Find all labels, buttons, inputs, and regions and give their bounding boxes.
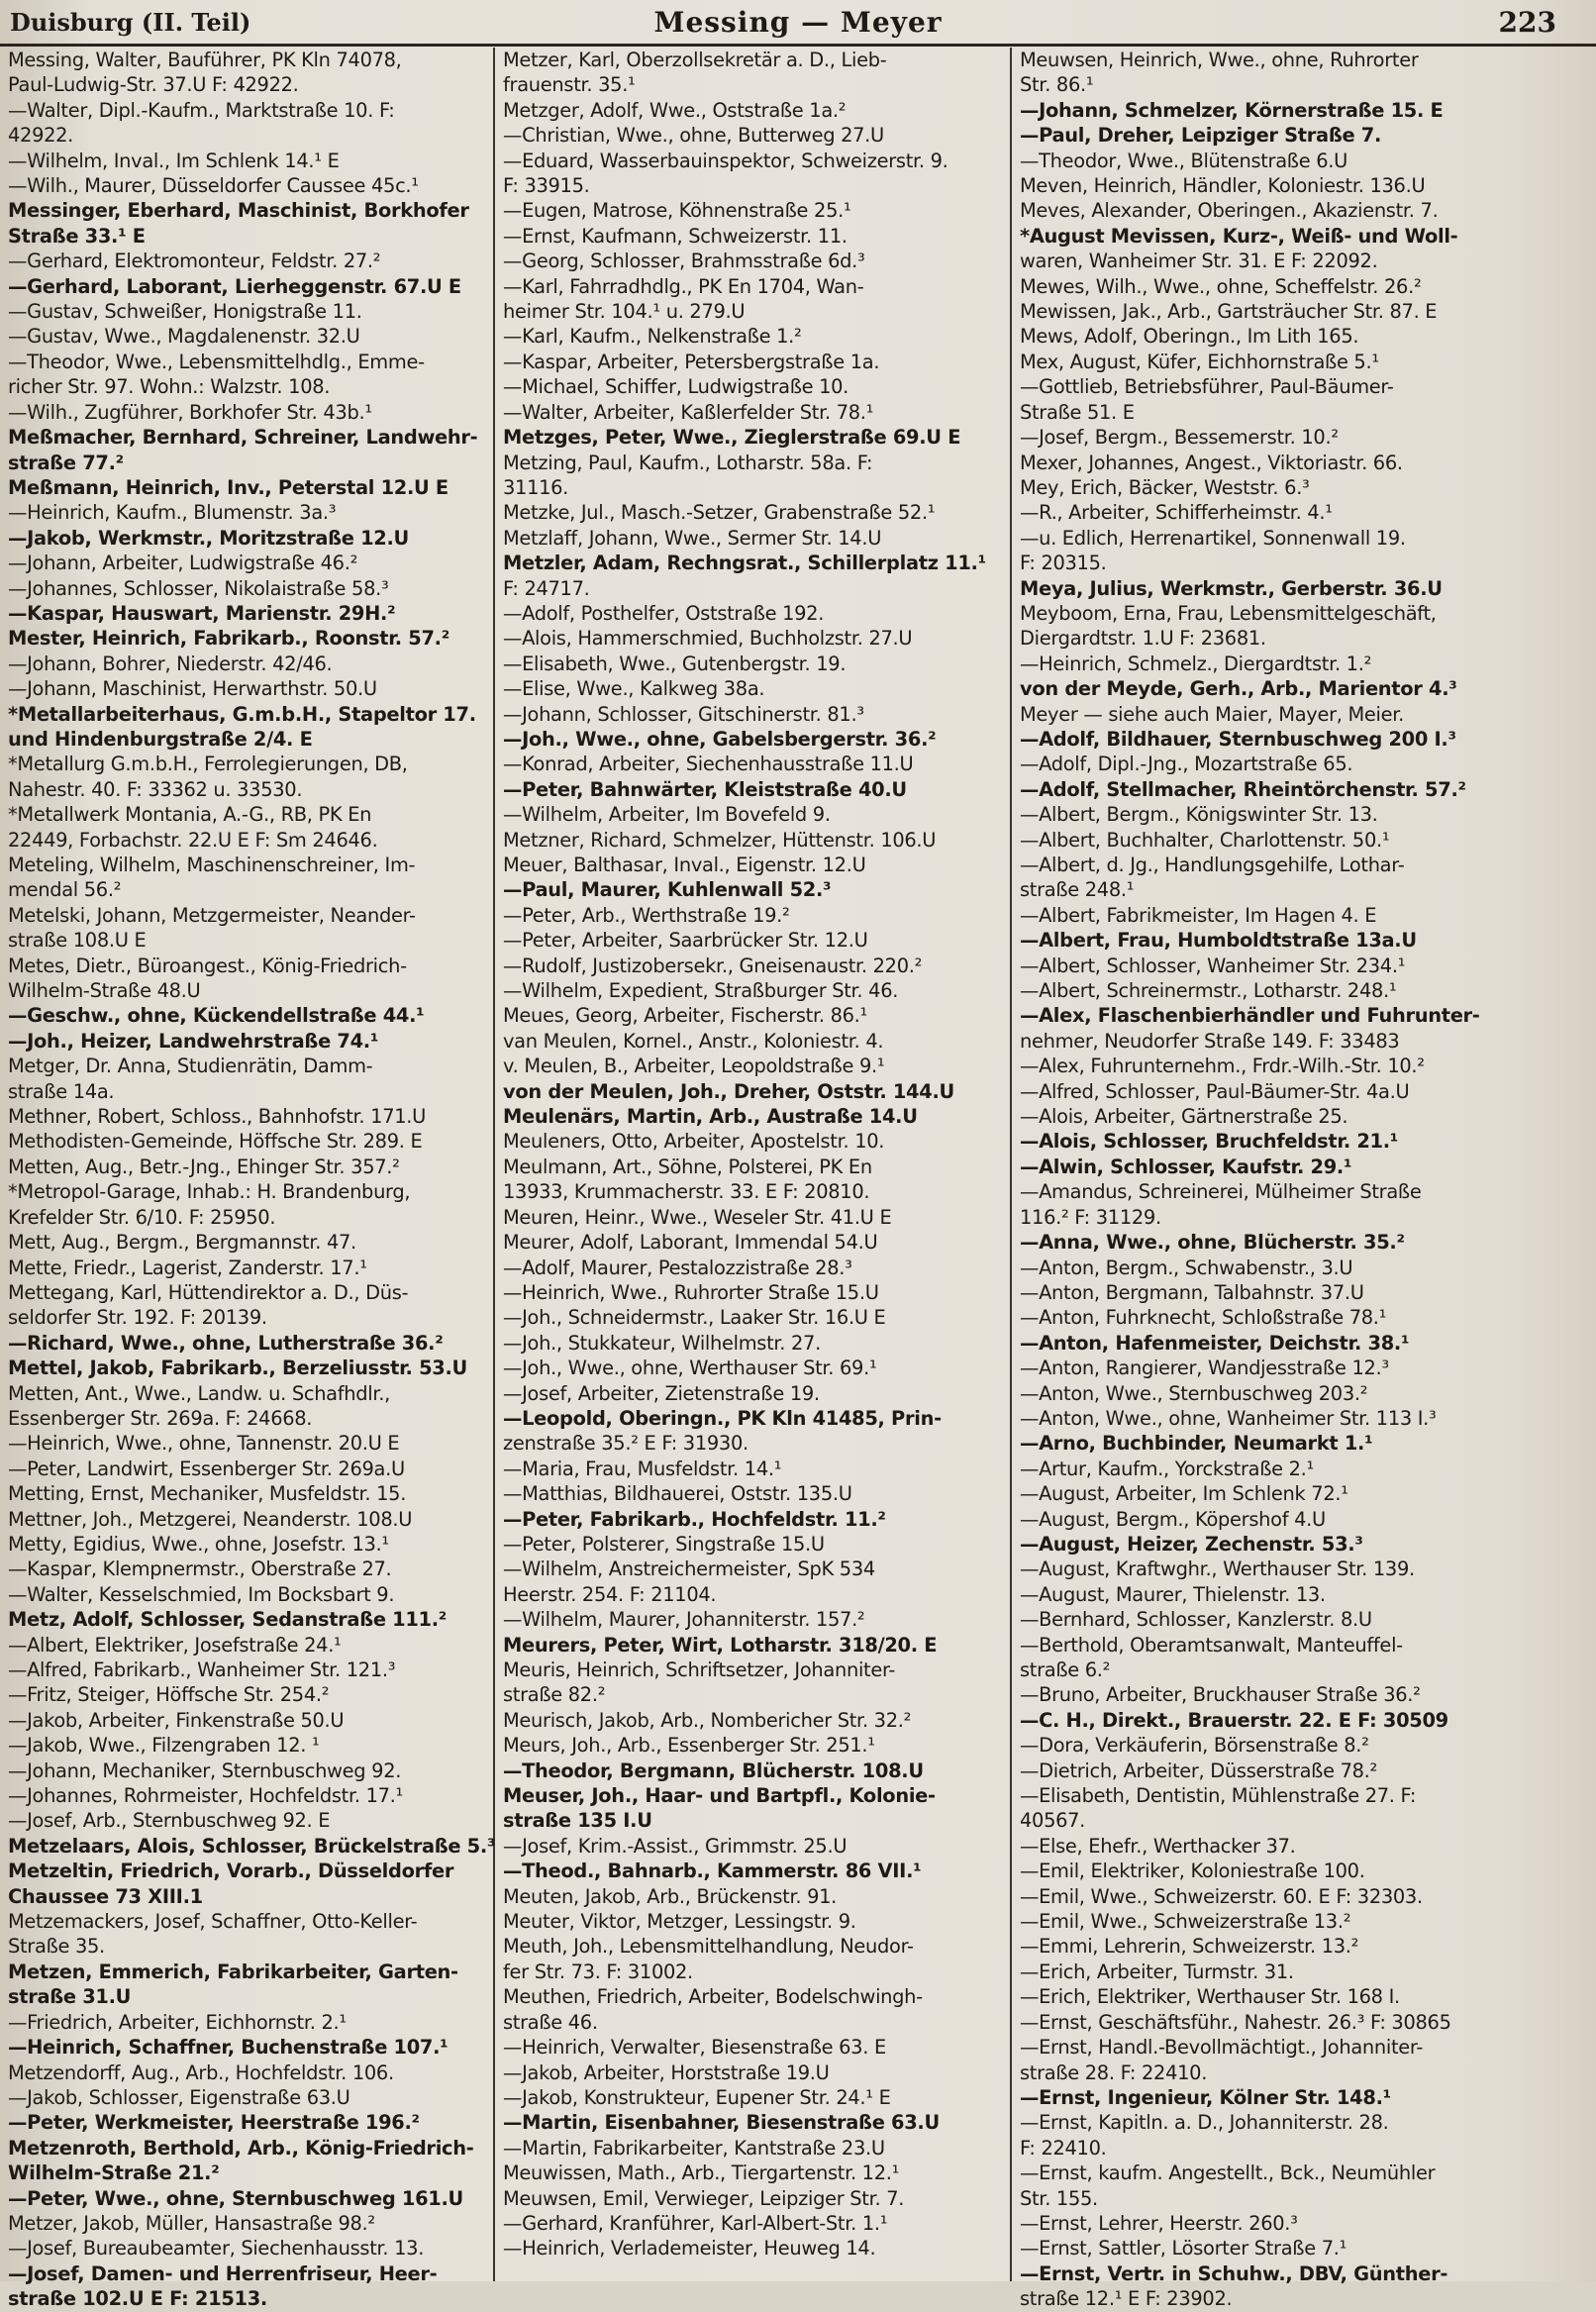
directory-entry: —Christian, Wwe., ohne, Butterweg 27.U xyxy=(503,124,884,148)
directory-entry: —Karl, Kaufm., Nelkenstraße 1.² xyxy=(503,325,802,349)
directory-entry: —Heinrich, Schaffner, Buchenstraße 107.¹ xyxy=(8,2036,449,2060)
directory-entry: 31116. xyxy=(503,475,569,499)
directory-entry: —Josef, Bergm., Bessemerstr. 10.² xyxy=(1020,426,1339,450)
directory-entry: Straße 33.¹ E xyxy=(8,224,146,248)
directory-entry: Metzer, Karl, Oberzollsekretär a. D., Lieb- xyxy=(503,49,887,71)
directory-entry: waren, Wanheimer Str. 31. E F: 22092. xyxy=(1020,250,1378,273)
directory-entry: —Albert, d. Jg., Handlungsgehilfe, Lothar- xyxy=(1020,854,1405,876)
directory-entry: —Josef, Bureaubeamter, Siechenhausstr. 13. xyxy=(8,2237,425,2261)
directory-entry: Meyer — siehe auch Maier, Mayer, Meier. xyxy=(1020,702,1405,726)
directory-entry: —Ernst, kaufm. Angestellt., Bck., Neumühler xyxy=(1020,2161,1436,2185)
directory-entry: Metelski, Johann, Metzgermeister, Neander- xyxy=(8,903,416,927)
directory-entry: —Peter, Fabrikarb., Hochfeldstr. 11.² xyxy=(503,1507,886,1531)
directory-entry: —Adolf, Posthelfer, Oststraße 192. xyxy=(503,601,825,625)
directory-entry: Meuser, Joh., Haar- und Bartpfl., Kolonie- xyxy=(503,1784,936,1808)
directory-entry: 40567. xyxy=(1020,1809,1086,1833)
directory-entry: Meulenärs, Martin, Arb., Austraße 14.U xyxy=(503,1105,918,1129)
directory-entry: Straße 35. xyxy=(8,1935,105,1959)
directory-entry: —Ernst, Ingenieur, Kölner Str. 148.¹ xyxy=(1020,2085,1391,2109)
directory-entry: Metzger, Adolf, Wwe., Oststraße 1a.² xyxy=(503,98,847,122)
directory-entry: —Anton, Rangierer, Wandjesstraße 12.³ xyxy=(1020,1357,1389,1380)
directory-entry: —R., Arbeiter, Schifferheimstr. 4.¹ xyxy=(1020,501,1333,525)
directory-entry: 116.² F: 31129. xyxy=(1020,1205,1161,1229)
directory-entry: Metz, Adolf, Schlosser, Sedanstraße 111.² xyxy=(8,1608,447,1632)
directory-entry: Str. 86.¹ xyxy=(1020,73,1094,97)
directory-entry: —Joh., Heizer, Landwehrstraße 74.¹ xyxy=(8,1029,379,1053)
directory-entry: straße 31.U xyxy=(8,1985,132,2009)
directory-entry: nehmer, Neudorfer Straße 149. F: 33483 xyxy=(1020,1029,1400,1053)
directory-entry: Methner, Robert, Schloss., Bahnhofstr. 171.U xyxy=(8,1105,427,1129)
running-head-left: Duisburg (II. Teil) xyxy=(10,8,251,37)
directory-entry: Meurers, Peter, Wirt, Lotharstr. 318/20. E xyxy=(503,1633,938,1657)
directory-entry: —Albert, Fabrikmeister, Im Hagen 4. E xyxy=(1020,903,1377,927)
directory-entry: —Richard, Wwe., ohne, Lutherstraße 36.² xyxy=(8,1331,444,1355)
directory-entry: F: 33915. xyxy=(503,174,590,198)
directory-entry: Metty, Egidius, Wwe., ohne, Josefstr. 13.¹ xyxy=(8,1532,389,1556)
directory-entry: —August, Kraftwghr., Werthauser Str. 139. xyxy=(1020,1558,1415,1581)
directory-entry: Metzelaars, Alois, Schlosser, Brückelstraße 5.³ xyxy=(8,1834,496,1858)
directory-entry: —Albert, Schreinermstr., Lotharstr. 248.¹ xyxy=(1020,979,1397,1003)
directory-entry: —Wilh., Zugführer, Borkhofer Str. 43b.¹ xyxy=(8,400,372,424)
page-number: 223 xyxy=(1498,6,1556,39)
directory-entry: —Johann, Bohrer, Niederstr. 42/46. xyxy=(8,652,333,675)
directory-entry: —Martin, Fabrikarbeiter, Kantstraße 23.U xyxy=(503,2136,885,2160)
directory-entry: —Anna, Wwe., ohne, Blücherstr. 35.² xyxy=(1020,1231,1405,1255)
directory-entry: Messing, Walter, Bauführer, PK Kln 74078, xyxy=(8,49,402,71)
directory-entry: richer Str. 97. Wohn.: Walzstr. 108. xyxy=(8,375,331,399)
directory-entry: Meteling, Wilhelm, Maschinenschreiner, Im- xyxy=(8,854,416,876)
directory-entry: —Wilhelm, Arbeiter, Im Bovefeld 9. xyxy=(503,803,831,827)
directory-entry: —Peter, Wwe., ohne, Sternbuschweg 161.U xyxy=(8,2186,463,2210)
directory-entry: Mett, Aug., Bergm., Bergmannstr. 47. xyxy=(8,1231,356,1255)
directory-entry: —Adolf, Maurer, Pestalozzistraße 28.³ xyxy=(503,1256,852,1279)
directory-entry: —Joh., Schneidermstr., Laaker Str. 16.U E xyxy=(503,1306,886,1330)
directory-entry: heimer Str. 104.¹ u. 279.U xyxy=(503,300,746,324)
directory-entry: —Albert, Schlosser, Wanheimer Str. 234.¹ xyxy=(1020,954,1406,977)
directory-entry: straße 82.² xyxy=(503,1683,606,1707)
directory-entry: —Jakob, Werkmstr., Moritzstraße 12.U xyxy=(8,526,409,550)
directory-entry: Metger, Dr. Anna, Studienrätin, Damm- xyxy=(8,1055,373,1078)
directory-entry: von der Meyde, Gerh., Arb., Marientor 4.³ xyxy=(1020,677,1457,701)
directory-entry: Metes, Dietr., Büroangest., König-Friedrich- xyxy=(8,954,407,977)
directory-entry: —Paul, Dreher, Leipziger Straße 7. xyxy=(1020,124,1382,148)
directory-entry: Meuten, Jakob, Arb., Brückenstr. 91. xyxy=(503,1884,838,1908)
directory-entry: —Kaspar, Arbeiter, Petersbergstraße 1a. xyxy=(503,350,880,373)
directory-entry: —Amandus, Schreinerei, Mülheimer Straße xyxy=(1020,1180,1422,1204)
directory-entry: —Alois, Schlosser, Bruchfeldstr. 21.¹ xyxy=(1020,1130,1398,1154)
directory-entry: —Emil, Wwe., Schweizerstraße 13.² xyxy=(1020,1910,1351,1934)
directory-entry: Mettel, Jakob, Fabrikarb., Berzeliusstr. 53.U xyxy=(8,1357,467,1380)
directory-entry: Metzer, Jakob, Müller, Hansastraße 98.² xyxy=(8,2211,375,2235)
directory-entry: —Peter, Arbeiter, Saarbrücker Str. 12.U xyxy=(503,929,868,953)
directory-entry: Mex, August, Küfer, Eichhornstraße 5.¹ xyxy=(1020,350,1379,373)
directory-entry: —Theodor, Wwe., Lebensmittelhdlg., Emme- xyxy=(8,350,425,373)
directory-entry: Mews, Adolf, Oberingn., Im Lith 165. xyxy=(1020,325,1359,349)
directory-entry: —Bruno, Arbeiter, Bruckhauser Straße 36.² xyxy=(1020,1683,1421,1707)
directory-entry: —Peter, Arb., Werthstraße 19.² xyxy=(503,903,790,927)
directory-entry: F: 24717. xyxy=(503,576,590,600)
directory-entry: —Berthold, Oberamtsanwalt, Manteuffel- xyxy=(1020,1633,1403,1657)
directory-entry: —Georg, Schlosser, Brahmsstraße 6d.³ xyxy=(503,250,865,273)
directory-entry: Metzler, Adam, Rechngsrat., Schillerplatz 11.¹ xyxy=(503,552,986,575)
directory-entry: —Wilh., Maurer, Düsseldorfer Caussee 45c.¹ xyxy=(8,174,419,198)
directory-entry: —Ernst, Sattler, Lösorter Straße 7.¹ xyxy=(1020,2237,1347,2261)
directory-entry: —Elisabeth, Dentistin, Mühlenstraße 27. F: xyxy=(1020,1784,1417,1808)
directory-entry: —Peter, Polsterer, Singstraße 15.U xyxy=(503,1532,825,1556)
directory-entry: —Albert, Bergm., Königswinter Str. 13. xyxy=(1020,803,1378,827)
directory-entry: —Rudolf, Justizobersekr., Gneisenaustr. 220.² xyxy=(503,954,923,977)
directory-entry: Metzemackers, Josef, Schaffner, Otto-Keller- xyxy=(8,1910,418,1934)
directory-entry: —Adolf, Dipl.-Jng., Mozartstraße 65. xyxy=(1020,753,1353,776)
directory-entry: Metten, Ant., Wwe., Landw. u. Schafhdlr., xyxy=(8,1381,390,1405)
directory-entry: 42922. xyxy=(8,124,74,148)
directory-entry: —Elisabeth, Wwe., Gutenbergstr. 19. xyxy=(503,652,847,675)
directory-entry: —Eugen, Matrose, Köhnenstraße 25.¹ xyxy=(503,199,851,223)
directory-entry: straße 6.² xyxy=(1020,1659,1111,1681)
directory-entry: —Heinrich, Verlademeister, Heuweg 14. xyxy=(503,2237,876,2261)
directory-entry: —Walter, Dipl.-Kaufm., Marktstraße 10. F: xyxy=(8,98,395,122)
directory-entry: —Gerhard, Kranführer, Karl-Albert-Str. 1.¹ xyxy=(503,2211,888,2235)
directory-entry: Meulmann, Art., Söhne, Polsterei, PK En xyxy=(503,1155,872,1178)
directory-entry: —Johann, Schmelzer, Körnerstraße 15. E xyxy=(1020,98,1444,122)
directory-entry: Meyboom, Erna, Frau, Lebensmittelgeschäft, xyxy=(1020,601,1437,625)
directory-entry: 22449, Forbachstr. 22.U E F: Sm 24646. xyxy=(8,828,378,852)
directory-entry: —Karl, Fahrradhdlg., PK En 1704, Wan- xyxy=(503,274,864,298)
directory-entry: Meuwissen, Math., Arb., Tiergartenstr. 12.¹ xyxy=(503,2161,900,2185)
directory-entry: —Peter, Werkmeister, Heerstraße 196.² xyxy=(8,2111,420,2135)
directory-entry: Meves, Alexander, Oberingen., Akazienstr. 7. xyxy=(1020,199,1439,223)
directory-entry: —Gottlieb, Betriebsführer, Paul-Bäumer- xyxy=(1020,375,1394,399)
directory-entry: Meuth, Joh., Lebensmittelhandlung, Neudor- xyxy=(503,1935,914,1959)
directory-entry: Metzen, Emmerich, Fabrikarbeiter, Garten- xyxy=(8,1960,458,1983)
directory-entry: —Jakob, Wwe., Filzengraben 12. ¹ xyxy=(8,1734,320,1758)
directory-entry: —Josef, Krim.-Assist., Grimmstr. 25.U xyxy=(503,1834,848,1858)
directory-entry: Metzges, Peter, Wwe., Zieglerstraße 69.U E xyxy=(503,426,961,450)
directory-entry: —Friedrich, Arbeiter, Eichhornstr. 2.¹ xyxy=(8,2010,347,2034)
directory-entry: 13933, Krummacherstr. 33. E F: 20810. xyxy=(503,1180,870,1204)
directory-entry: *August Mevissen, Kurz-, Weiß- und Woll- xyxy=(1020,224,1458,248)
directory-entry: Mexer, Johannes, Angest., Viktoriastr. 66. xyxy=(1020,451,1403,474)
directory-entry: straße 77.² xyxy=(8,451,124,474)
directory-entry: —Konrad, Arbeiter, Siechenhausstraße 11.U xyxy=(503,753,914,776)
directory-entry: —Kaspar, Klempnermstr., Oberstraße 27. xyxy=(8,1558,392,1581)
directory-entry: —Gerhard, Elektromonteur, Feldstr. 27.² xyxy=(8,250,381,273)
directory-entry: —Bernhard, Schlosser, Kanzlerstr. 8.U xyxy=(1020,1608,1372,1632)
directory-entry: —Ernst, Lehrer, Heerstr. 260.³ xyxy=(1020,2211,1298,2235)
directory-entry: Mettner, Joh., Metzgerei, Neanderstr. 108.U xyxy=(8,1507,413,1531)
directory-entry: Meuter, Viktor, Metzger, Lessingstr. 9. xyxy=(503,1910,856,1934)
directory-entry: —Johannes, Schlosser, Nikolaistraße 58.³ xyxy=(8,576,389,600)
directory-entry: Meßmann, Heinrich, Inv., Peterstal 12.U E xyxy=(8,475,449,499)
directory-entry: Meuthen, Friedrich, Arbeiter, Bodelschwingh- xyxy=(503,1985,923,2009)
directory-entry: —Emmi, Lehrerin, Schweizerstr. 13.² xyxy=(1020,1935,1359,1959)
directory-entry: —Kaspar, Hauswart, Marienstr. 29H.² xyxy=(8,601,396,625)
directory-entry: —Wilhelm, Maurer, Johanniterstr. 157.² xyxy=(503,1608,865,1632)
directory-entry: —Peter, Bahnwärter, Kleiststraße 40.U xyxy=(503,777,907,801)
directory-entry: —Joh., Stukkateur, Wilhelmstr. 27. xyxy=(503,1331,821,1355)
directory-entry: —Emil, Wwe., Schweizerstr. 60. E F: 32303. xyxy=(1020,1884,1423,1908)
directory-entry: —Dietrich, Arbeiter, Düsserstraße 78.² xyxy=(1020,1759,1377,1782)
directory-entry: —Heinrich, Wwe., ohne, Tannenstr. 20.U E xyxy=(8,1432,400,1456)
directory-entry: Paul-Ludwig-Str. 37.U F: 42922. xyxy=(8,73,299,97)
directory-entry: —Leopold, Oberingn., PK Kln 41485, Prin- xyxy=(503,1406,942,1430)
directory-entry: v. Meulen, B., Arbeiter, Leopoldstraße 9.¹ xyxy=(503,1055,885,1078)
directory-entry: Meurs, Joh., Arb., Essenberger Str. 251.¹ xyxy=(503,1734,875,1758)
directory-entry: —Jakob, Konstrukteur, Eupener Str. 24.¹ E xyxy=(503,2085,891,2109)
directory-entry: —Fritz, Steiger, Höffsche Str. 254.² xyxy=(8,1683,330,1707)
directory-entry: Essenberger Str. 269a. F: 24668. xyxy=(8,1406,313,1430)
directory-entry: Metten, Aug., Betr.-Jng., Ehinger Str. 357.² xyxy=(8,1155,400,1178)
directory-entry: —Ernst, Kaufmann, Schweizerstr. 11. xyxy=(503,224,848,248)
column-1 xyxy=(0,48,496,2311)
directory-entry: —Wilhelm, Expedient, Straßburger Str. 46. xyxy=(503,979,899,1003)
directory-entry: —Jakob, Schlosser, Eigenstraße 63.U xyxy=(8,2085,350,2109)
directory-entry: —Josef, Arbeiter, Zietenstraße 19. xyxy=(503,1381,820,1405)
directory-entry: Meuris, Heinrich, Schriftsetzer, Johanniter- xyxy=(503,1659,896,1681)
directory-entry: —Else, Ehefr., Werthacker 37. xyxy=(1020,1834,1296,1858)
directory-entry: Meßmacher, Bernhard, Schreiner, Landwehr- xyxy=(8,426,478,450)
directory-entry: Metzlaff, Johann, Wwe., Sermer Str. 14.U xyxy=(503,526,882,550)
directory-entry: —Erich, Elektriker, Werthauser Str. 168 I. xyxy=(1020,1985,1400,2009)
directory-entry: —Heinrich, Schmelz., Diergardtstr. 1.² xyxy=(1020,652,1372,675)
directory-entry: Heerstr. 254. F: 21104. xyxy=(503,1582,717,1606)
directory-entry: straße 102.U E F: 21513. xyxy=(8,2287,267,2311)
directory-entry: —Walter, Arbeiter, Kaßlerfelder Str. 78.¹ xyxy=(503,400,874,424)
directory-entry: —Heinrich, Kaufm., Blumenstr. 3a.³ xyxy=(8,501,337,525)
directory-entry: straße 108.U E xyxy=(8,929,147,953)
directory-entry: —C. H., Direkt., Brauerstr. 22. E F: 30509 xyxy=(1020,1708,1448,1732)
directory-entry: —Wilhelm, Inval., Im Schlenk 14.¹ E xyxy=(8,149,340,172)
directory-entry: *Metropol-Garage, Inhab.: H. Brandenburg, xyxy=(8,1180,411,1204)
directory-entry: Metting, Ernst, Mechaniker, Musfeldstr. 15. xyxy=(8,1482,407,1506)
directory-entry: —Geschw., ohne, Kückendellstraße 44.¹ xyxy=(8,1004,425,1028)
directory-entry: —Alfred, Schlosser, Paul-Bäumer-Str. 4a.U xyxy=(1020,1079,1410,1103)
directory-entry: —Johannes, Rohrmeister, Hochfeldstr. 17.¹ xyxy=(8,1784,403,1808)
directory-entry: Meuleners, Otto, Arbeiter, Apostelstr. 10. xyxy=(503,1130,885,1154)
directory-entry: F: 22410. xyxy=(1020,2136,1107,2160)
directory-entry: —Arno, Buchbinder, Neumarkt 1.¹ xyxy=(1020,1432,1373,1456)
directory-entry: —Josef, Damen- und Herrenfriseur, Heer- xyxy=(8,2262,438,2285)
directory-entry: Metzing, Paul, Kaufm., Lotharstr. 58a. F: xyxy=(503,451,873,474)
directory-entry: —Ernst, Geschäftsführ., Nahestr. 26.³ F: 30865 xyxy=(1020,2010,1451,2034)
directory-entry: —August, Heizer, Zechenstr. 53.³ xyxy=(1020,1532,1363,1556)
directory-entry: —Alex, Fuhrunternehm., Frdr.-Wilh.-Str. 10.² xyxy=(1020,1055,1425,1078)
directory-entry: —Theodor, Bergmann, Blücherstr. 108.U xyxy=(503,1759,924,1782)
directory-entry: —Peter, Landwirt, Essenberger Str. 269a.U xyxy=(8,1457,405,1480)
directory-entry: *Metallarbeiterhaus, G.m.b.H., Stapeltor 17. xyxy=(8,702,476,726)
directory-entry: Meuer, Balthasar, Inval., Eigenstr. 12.U xyxy=(503,854,866,876)
directory-entry: —Albert, Elektriker, Josefstraße 24.¹ xyxy=(8,1633,342,1657)
directory-entry: —Theodor, Wwe., Blütenstraße 6.U xyxy=(1020,149,1348,172)
directory-entry: —Alwin, Schlosser, Kaufstr. 29.¹ xyxy=(1020,1155,1352,1178)
directory-entry: van Meulen, Kornel., Anstr., Koloniestr. 4. xyxy=(503,1029,884,1053)
directory-entry: Metzendorff, Aug., Arb., Hochfeldstr. 106. xyxy=(8,2061,394,2084)
directory-entry: Mewissen, Jak., Arb., Gartsträucher Str. 87. E xyxy=(1020,300,1438,324)
directory-entry: Metzeltin, Friedrich, Vorarb., Düsseldorfer xyxy=(8,1860,454,1883)
directory-entry: —Alfred, Fabrikarb., Wanheimer Str. 121.³ xyxy=(8,1659,396,1681)
directory-entry: —Ernst, Handl.-Bevollmächtigt., Johanniter- xyxy=(1020,2036,1424,2060)
directory-entry: zenstraße 35.² E F: 31930. xyxy=(503,1432,748,1456)
directory-entry: Mester, Heinrich, Fabrikarb., Roonstr. 57.² xyxy=(8,627,449,651)
directory-entry: Mey, Erich, Bäcker, Weststr. 6.³ xyxy=(1020,475,1310,499)
directory-entry: —Michael, Schiffer, Ludwigstraße 10. xyxy=(503,375,849,399)
directory-entry: straße 12.¹ E F: 23902. xyxy=(1020,2287,1233,2311)
directory-entry: —Johann, Mechaniker, Sternbuschweg 92. xyxy=(8,1759,402,1782)
directory-entry: und Hindenburgstraße 2/4. E xyxy=(8,727,313,751)
directory-entry: —Jakob, Arbeiter, Horststraße 19.U xyxy=(503,2061,830,2084)
directory-entry: fer Str. 73. F: 31002. xyxy=(503,1960,693,1983)
directory-entry: —Albert, Frau, Humboldtstraße 13a.U xyxy=(1020,929,1417,953)
directory-entry: —Josef, Arb., Sternbuschweg 92. E xyxy=(8,1809,331,1833)
directory-entry: —Jakob, Arbeiter, Finkenstraße 50.U xyxy=(8,1708,345,1732)
directory-entry: —Johann, Maschinist, Herwarthstr. 50.U xyxy=(8,677,377,701)
directory-entry: —Alois, Arbeiter, Gärtnerstraße 25. xyxy=(1020,1105,1348,1129)
directory-entry: *Metallurg G.m.b.H., Ferrolegierungen, DB, xyxy=(8,753,408,776)
directory-entry: —Ernst, Kapitln. a. D., Johanniterstr. 28. xyxy=(1020,2111,1389,2135)
directory-entry: Metzner, Richard, Schmelzer, Hüttenstr. 106.U xyxy=(503,828,937,852)
directory-entry: —Gerhard, Laborant, Lierheggenstr. 67.U E xyxy=(8,274,461,298)
directory-entry: —Paul, Maurer, Kuhlenwall 52.³ xyxy=(503,878,832,902)
directory-entry: —Alex, Flaschenbierhändler und Fuhrunter- xyxy=(1020,1004,1480,1028)
directory-entry: Chaussee 73 XIII.1 xyxy=(8,1884,203,1908)
directory-entry: Krefelder Str. 6/10. F: 25950. xyxy=(8,1205,276,1229)
directory-entry: —Maria, Frau, Musfeldstr. 14.¹ xyxy=(503,1457,782,1480)
directory-entry: —Erich, Arbeiter, Turmstr. 31. xyxy=(1020,1960,1294,1983)
directory-entry: —Alois, Hammerschmied, Buchholzstr. 27.U xyxy=(503,627,913,651)
directory-entry: —Anton, Bergm., Schwabenstr., 3.U xyxy=(1020,1256,1353,1279)
directory-entry: Diergardtstr. 1.U F: 23681. xyxy=(1020,627,1266,651)
directory-entry: von der Meulen, Joh., Dreher, Oststr. 144.U xyxy=(503,1079,954,1103)
directory-entry: —Gustav, Schweißer, Honigstraße 11. xyxy=(8,300,362,324)
column-2 xyxy=(495,48,1012,2281)
directory-entry: straße 14a. xyxy=(8,1079,115,1103)
directory-entry: frauenstr. 35.¹ xyxy=(503,73,636,97)
directory-entry: —Johann, Arbeiter, Ludwigstraße 46.² xyxy=(8,552,358,575)
directory-entry: —Walter, Kesselschmied, Im Bocksbart 9. xyxy=(8,1582,395,1606)
column-3 xyxy=(1012,48,1596,2311)
directory-entry: —u. Edlich, Herrenartikel, Sonnenwall 19. xyxy=(1020,526,1406,550)
directory-entry: —Anton, Hafenmeister, Deichstr. 38.¹ xyxy=(1020,1331,1410,1355)
directory-entry: Messinger, Eberhard, Maschinist, Borkhofer xyxy=(8,199,469,223)
directory-entry: Metzke, Jul., Masch.-Setzer, Grabenstraße 52.¹ xyxy=(503,501,936,525)
directory-entry: Wilhelm-Straße 48.U xyxy=(8,979,201,1003)
directory-entry: seldorfer Str. 192. F: 20139. xyxy=(8,1306,267,1330)
running-head-range: Messing — Meyer xyxy=(653,6,943,39)
directory-entry: —Joh., Wwe., ohne, Werthauser Str. 69.¹ xyxy=(503,1357,877,1380)
directory-entry: straße 135 I.U xyxy=(503,1809,652,1833)
directory-entry: —August, Bergm., Köpershof 4.U xyxy=(1020,1507,1326,1531)
directory-entry: —Eduard, Wasserbauinspektor, Schweizerstr. 9. xyxy=(503,149,948,172)
directory-entry: Metzenroth, Berthold, Arb., König-Friedrich- xyxy=(8,2136,474,2160)
directory-entry: —Theod., Bahnarb., Kammerstr. 86 VII.¹ xyxy=(503,1860,922,1883)
directory-entry: —Emil, Elektriker, Koloniestraße 100. xyxy=(1020,1860,1365,1883)
directory-entry: —Gustav, Wwe., Magdalenenstr. 32.U xyxy=(8,325,360,349)
directory-entry: —Heinrich, Verwalter, Biesenstraße 63. E xyxy=(503,2036,886,2060)
directory-entry: straße 28. F: 22410. xyxy=(1020,2061,1208,2084)
directory-entry: —Anton, Bergmann, Talbahnstr. 37.U xyxy=(1020,1280,1364,1304)
directory-entry: —Anton, Wwe., ohne, Wanheimer Str. 113 I.³ xyxy=(1020,1406,1437,1430)
directory-entry: Mewes, Wilh., Wwe., ohne, Scheffelstr. 26.² xyxy=(1020,274,1422,298)
directory-entry: Meuren, Heinr., Wwe., Weseler Str. 41.U E xyxy=(503,1205,892,1229)
directory-entry: —Artur, Kaufm., Yorckstraße 2.¹ xyxy=(1020,1457,1314,1480)
directory-entry: Meven, Heinrich, Händler, Koloniestr. 136.U xyxy=(1020,174,1426,198)
directory-entry: Mette, Friedr., Lagerist, Zanderstr. 17.¹ xyxy=(8,1256,367,1279)
directory-entry: Meuwsen, Emil, Verwieger, Leipziger Str. 7. xyxy=(503,2186,905,2210)
page-header xyxy=(0,0,1596,47)
directory-entry: F: 20315. xyxy=(1020,552,1107,575)
directory-entry: —Joh., Wwe., ohne, Gabelsbergerstr. 36.² xyxy=(503,727,937,751)
directory-entry: Straße 51. E xyxy=(1020,400,1135,424)
directory-entry: —Elise, Wwe., Kalkweg 38a. xyxy=(503,677,765,701)
directory-entry: —Ernst, Vertr. in Schuhw., DBV, Günther- xyxy=(1020,2262,1448,2285)
directory-entry: Meuwsen, Heinrich, Wwe., ohne, Ruhrorter xyxy=(1020,49,1419,71)
directory-entry: —Anton, Wwe., Sternbuschweg 203.² xyxy=(1020,1381,1368,1405)
directory-entry: —Albert, Buchhalter, Charlottenstr. 50.¹ xyxy=(1020,828,1390,852)
directory-entry: —Wilhelm, Anstreichermeister, SpK 534 xyxy=(503,1558,875,1581)
directory-entry: mendal 56.² xyxy=(8,878,122,902)
directory-entry: Methodisten-Gemeinde, Höffsche Str. 289. E xyxy=(8,1130,423,1154)
directory-entry: —Martin, Eisenbahner, Biesenstraße 63.U xyxy=(503,2111,940,2135)
directory-entry: Meues, Georg, Arbeiter, Fischerstr. 86.¹ xyxy=(503,1004,868,1028)
directory-entry: —Adolf, Bildhauer, Sternbuschweg 200 I.³ xyxy=(1020,727,1456,751)
directory-entry: —August, Arbeiter, Im Schlenk 72.¹ xyxy=(1020,1482,1348,1506)
directory-entry: Wilhelm-Straße 21.² xyxy=(8,2161,220,2185)
directory-entry: Meurer, Adolf, Laborant, Immendal 54.U xyxy=(503,1231,878,1255)
directory-entry: —Johann, Schlosser, Gitschinerstr. 81.³ xyxy=(503,702,864,726)
directory-entry: Meya, Julius, Werkmstr., Gerberstr. 36.U xyxy=(1020,576,1443,600)
directory-entry: —Heinrich, Wwe., Ruhrorter Straße 15.U xyxy=(503,1280,879,1304)
directory-entry: Mettegang, Karl, Hüttendirektor a. D., Düs- xyxy=(8,1280,409,1304)
directory-entry: *Metallwerk Montania, A.-G., RB, PK En xyxy=(8,803,372,827)
directory-entry: Nahestr. 40. F: 33362 u. 33530. xyxy=(8,777,303,801)
directory-entry: —August, Maurer, Thielenstr. 13. xyxy=(1020,1582,1326,1606)
directory-entry: —Adolf, Stellmacher, Rheintörchenstr. 57.² xyxy=(1020,777,1466,801)
directory-entry: Str. 155. xyxy=(1020,2186,1098,2210)
directory-entry: —Anton, Fuhrknecht, Schloßstraße 78.¹ xyxy=(1020,1306,1387,1330)
directory-entry: straße 46. xyxy=(503,2010,598,2034)
directory-entry: —Matthias, Bildhauerei, Oststr. 135.U xyxy=(503,1482,852,1506)
text-columns xyxy=(0,48,1596,2311)
directory-entry: straße 248.¹ xyxy=(1020,878,1135,902)
directory-entry: —Dora, Verkäuferin, Börsenstraße 8.² xyxy=(1020,1734,1369,1758)
directory-entry: Meurisch, Jakob, Arb., Nombericher Str. 32.² xyxy=(503,1708,912,1732)
